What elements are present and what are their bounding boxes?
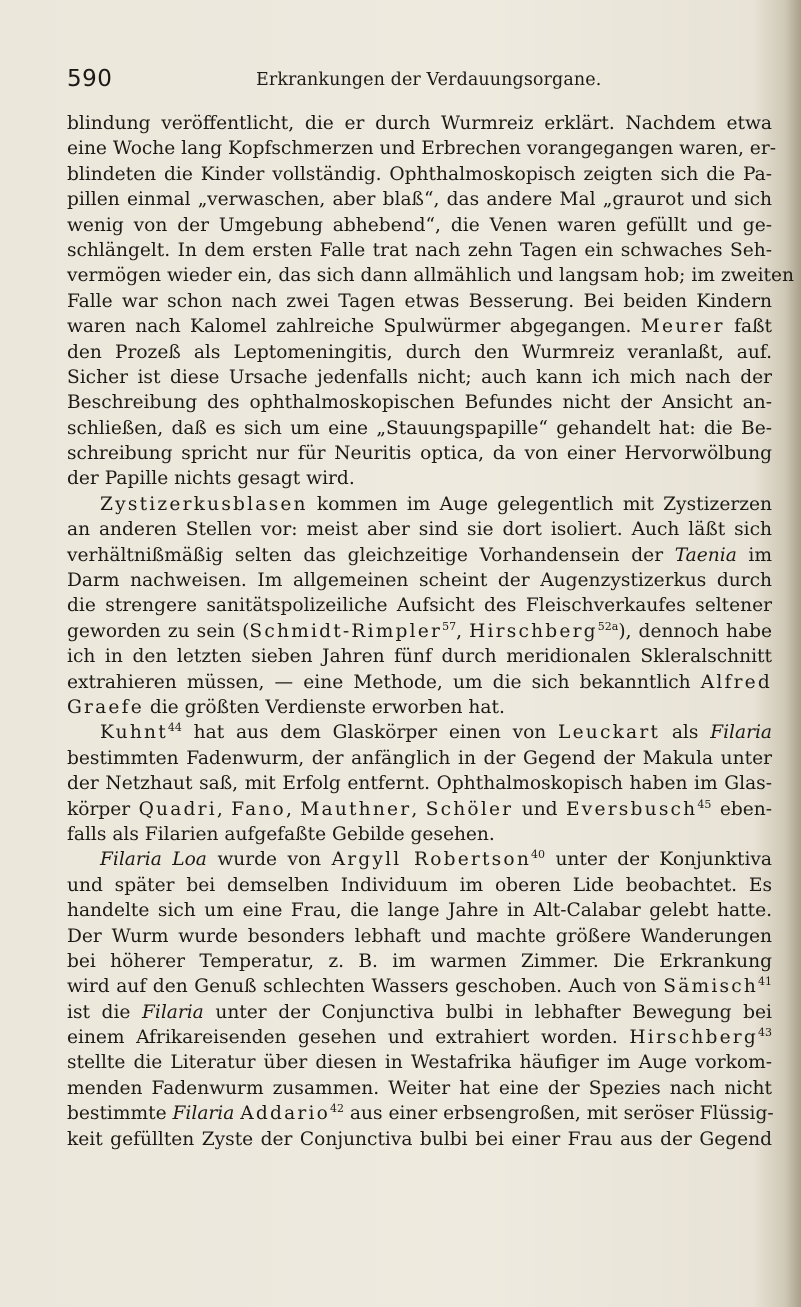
text-line [67,136,776,161]
text-line [67,365,772,390]
text-run: , [411,798,426,820]
spaced-name: Leuckart [558,722,661,744]
text-line [67,517,772,542]
text-run: geworden zu sein ( [67,620,250,642]
text-line [67,898,772,923]
text-line [67,340,772,365]
text-run: die strengere sanitätspolizeiliche Aufsicht des Fleischverkaufes seltener [67,595,772,617]
text-line [67,670,772,695]
text-run: die größten Verdienste erworben hat. [143,696,505,718]
spaced-name: Zystizerkusblasen [100,493,308,515]
text-line [67,924,772,949]
text-run: handelte sich um eine Frau, die lange Jahre in Alt-Calabar gelebt hatte. [67,900,772,922]
text-line [67,213,772,238]
text-run: verhältnißmäßig selten das gleichzeitige Vorhandensein der [67,544,675,566]
text-line [67,543,772,568]
spaced-name: Alfred [700,671,772,693]
reference-superscript: 57 [442,619,457,633]
text-line [67,1050,772,1075]
text-line [67,1101,772,1126]
text-line [67,644,772,669]
text-run: bei höherer Temperatur, z. B. im warmen Zimmer. Die Erkrankung [67,950,772,972]
text-run: körper [67,798,139,820]
text-run: als [660,722,711,744]
text-line [67,1025,772,1050]
text-line [67,695,772,720]
spaced-name: Eversbusch [566,798,698,820]
text-line [67,238,772,263]
text-line [67,949,772,974]
text-run: wurde von [206,849,332,871]
text-run: Beschreibung des ophthalmoskopischen Befundes nicht der Ansicht an- [67,392,772,414]
spaced-name: Addario [240,1103,331,1125]
italic-term: Filaria [141,1001,204,1023]
spaced-name: Hirschberg [629,1027,758,1049]
text-run: vermögen wieder ein, das sich dann allmählich und langsam hob; im zweiten [67,265,794,287]
text-line [67,263,794,288]
spaced-name: Argyll Robertson [331,849,531,871]
page-header [67,66,767,96]
text-run: falls als Filarien aufgefaßte Gebilde gesehen. [67,823,495,845]
text-line [67,162,772,187]
spaced-name: Sämisch [663,976,758,998]
spaced-name: Meurer [640,316,725,338]
reference-superscript: 52a [597,619,619,633]
spaced-name: Quadri [138,798,217,820]
text-line [67,390,772,415]
text-run: wenig von der Umgebung abhebend“, die Venen waren gefüllt und ge- [67,214,772,236]
text-line [67,746,772,771]
text-run: faßt [724,316,772,338]
text-line [67,289,772,314]
italic-term: Filaria Loa [100,849,207,871]
text-line [67,1076,772,1101]
text-run: einem Afrikareisenden gesehen und extrahiert worden. [67,1027,630,1049]
text-run: hat aus dem Glaskörper einen von [181,722,559,744]
text-line [67,1000,772,1025]
spaced-name: Hirschberg [469,620,598,642]
text-line [67,568,772,593]
reference-superscript: 42 [330,1102,345,1116]
text-run: Falle war schon nach zwei Tagen etwas Besserung. Bei beiden Kindern [67,290,772,312]
text-run: den Prozeß als Leptomeningitis, durch den Wurmreiz veranlaßt, auf. [67,341,772,363]
text-line [67,873,772,898]
text-run: wird auf den Genuß schlechten Wassers geschoben. Auch von [67,976,664,998]
text-run: , [456,620,470,642]
text-run: bestimmte [67,1103,173,1125]
text-run: Sicher ist diese Ursache jedenfalls nicht; auch kann ich mich nach der [67,366,772,388]
text-run: schreibung spricht nur für Neuritis optica, da von einer Hervorwölbung [67,443,772,465]
text-run: unter der Konjunktiva [545,849,772,871]
reference-superscript: 45 [697,797,712,811]
text-run: keit gefüllten Zyste der Conjunctiva bulbi bei einer Frau aus der Gegend [67,1128,772,1150]
text-run: extrahieren müssen, — eine Methode, um die sich bekanntlich [67,671,701,693]
text-line [67,822,772,847]
text-run: der Papille nichts gesagt wird. [67,468,355,490]
spaced-name: Kuhnt [100,722,168,744]
text-run: eine Woche lang Kopfschmerzen und Erbrechen vorangegangen waren, er- [67,138,776,160]
spaced-name: Graefe [67,696,144,718]
reference-superscript: 41 [758,975,772,989]
reference-superscript: 44 [167,721,182,735]
reference-superscript: 40 [531,848,545,862]
text-run: unter der Conjunctiva bulbi in lebhafter Bewegung bei [203,1001,772,1023]
text-line [67,1127,772,1152]
text-run: im [736,544,772,566]
text-run: Der Wurm wurde besonders lebhaft und machte größere Wanderungen [67,925,772,947]
text-run: aus einer erbsengroßen, mit seröser Flüssig- [344,1103,774,1125]
text-run: blindung veröffentlicht, die er durch Wurmreiz erklärt. Nachdem etwa [67,113,772,134]
text-run: ich in den letzten sieben Jahren fünf durch meridionalen Skleralschnitt [67,646,772,668]
italic-term: Taenia [674,544,737,566]
spaced-name: Schöler [425,798,514,820]
text-run: pillen einmal „verwaschen, aber blaß“, das andere Mal „graurot und sich [67,189,772,211]
text-line [67,593,772,618]
text-line [67,619,772,644]
italic-term: Filaria [710,722,772,744]
text-run: schließen, daß es sich um eine „Stauungspapille“ gehandelt hat: die Be- [67,417,772,439]
text-line [67,466,772,491]
text-line [67,314,772,339]
text-line [67,111,772,136]
text-run: ), dennoch habe [618,620,772,642]
text-run: menden Fadenwurm zusammen. Weiter hat eine der Spezies nach nicht [67,1077,772,1099]
text-run: blindeten die Kinder vollständig. Ophthalmoskopisch zeigten sich die Pa- [67,163,772,185]
text-run: eben- [711,798,772,820]
text-line [67,187,772,212]
page-number: 590 [67,66,113,92]
text-line [67,492,772,517]
text-run: , [216,798,232,820]
text-line [67,771,772,796]
text-run: schlängelt. In dem ersten Falle trat nach zehn Tagen ein schwaches Seh- [67,239,772,261]
text-run: bestimmten Fadenwurm, der anfänglich in der Gegend der Makula unter [67,747,772,769]
italic-term: Filaria [172,1103,235,1125]
reference-superscript: 43 [758,1026,772,1040]
text-line [67,797,772,822]
text-line [67,416,772,441]
text-run: der Netzhaut saß, mit Erfolg entfernt. Ophthalmoskopisch haben im Glas- [67,773,772,795]
text-run: ist die [67,1001,142,1023]
text-line [67,441,772,466]
text-run: und [513,798,567,820]
text-line [67,974,772,999]
text-run: an anderen Stellen vor: meist aber sind sie dort isoliert. Auch läßt sich [67,519,772,541]
running-title: Erkrankungen der Verdauungsorgane. [256,70,602,90]
body-text [67,111,794,1152]
spaced-name: Mauthner [300,798,412,820]
text-run: kommen im Auge gelegentlich mit Zystizerzen [307,493,772,515]
text-run: waren nach Kalomel zahlreiche Spulwürmer abgegangen. [67,316,641,338]
spaced-name: Schmidt-Rimpler [249,620,443,642]
text-line [67,720,772,745]
text-run: Darm nachweisen. Im allgemeinen scheint der Augenzystizerkus durch [67,570,772,592]
text-run: , [285,798,301,820]
spaced-name: Fano [231,798,286,820]
text-run: und später bei demselben Individuum im oberen Lide beobachtet. Es [67,874,772,896]
text-run: stellte die Literatur über diesen in Westafrika häufiger im Auge vorkom- [67,1052,772,1074]
text-line [67,847,772,872]
